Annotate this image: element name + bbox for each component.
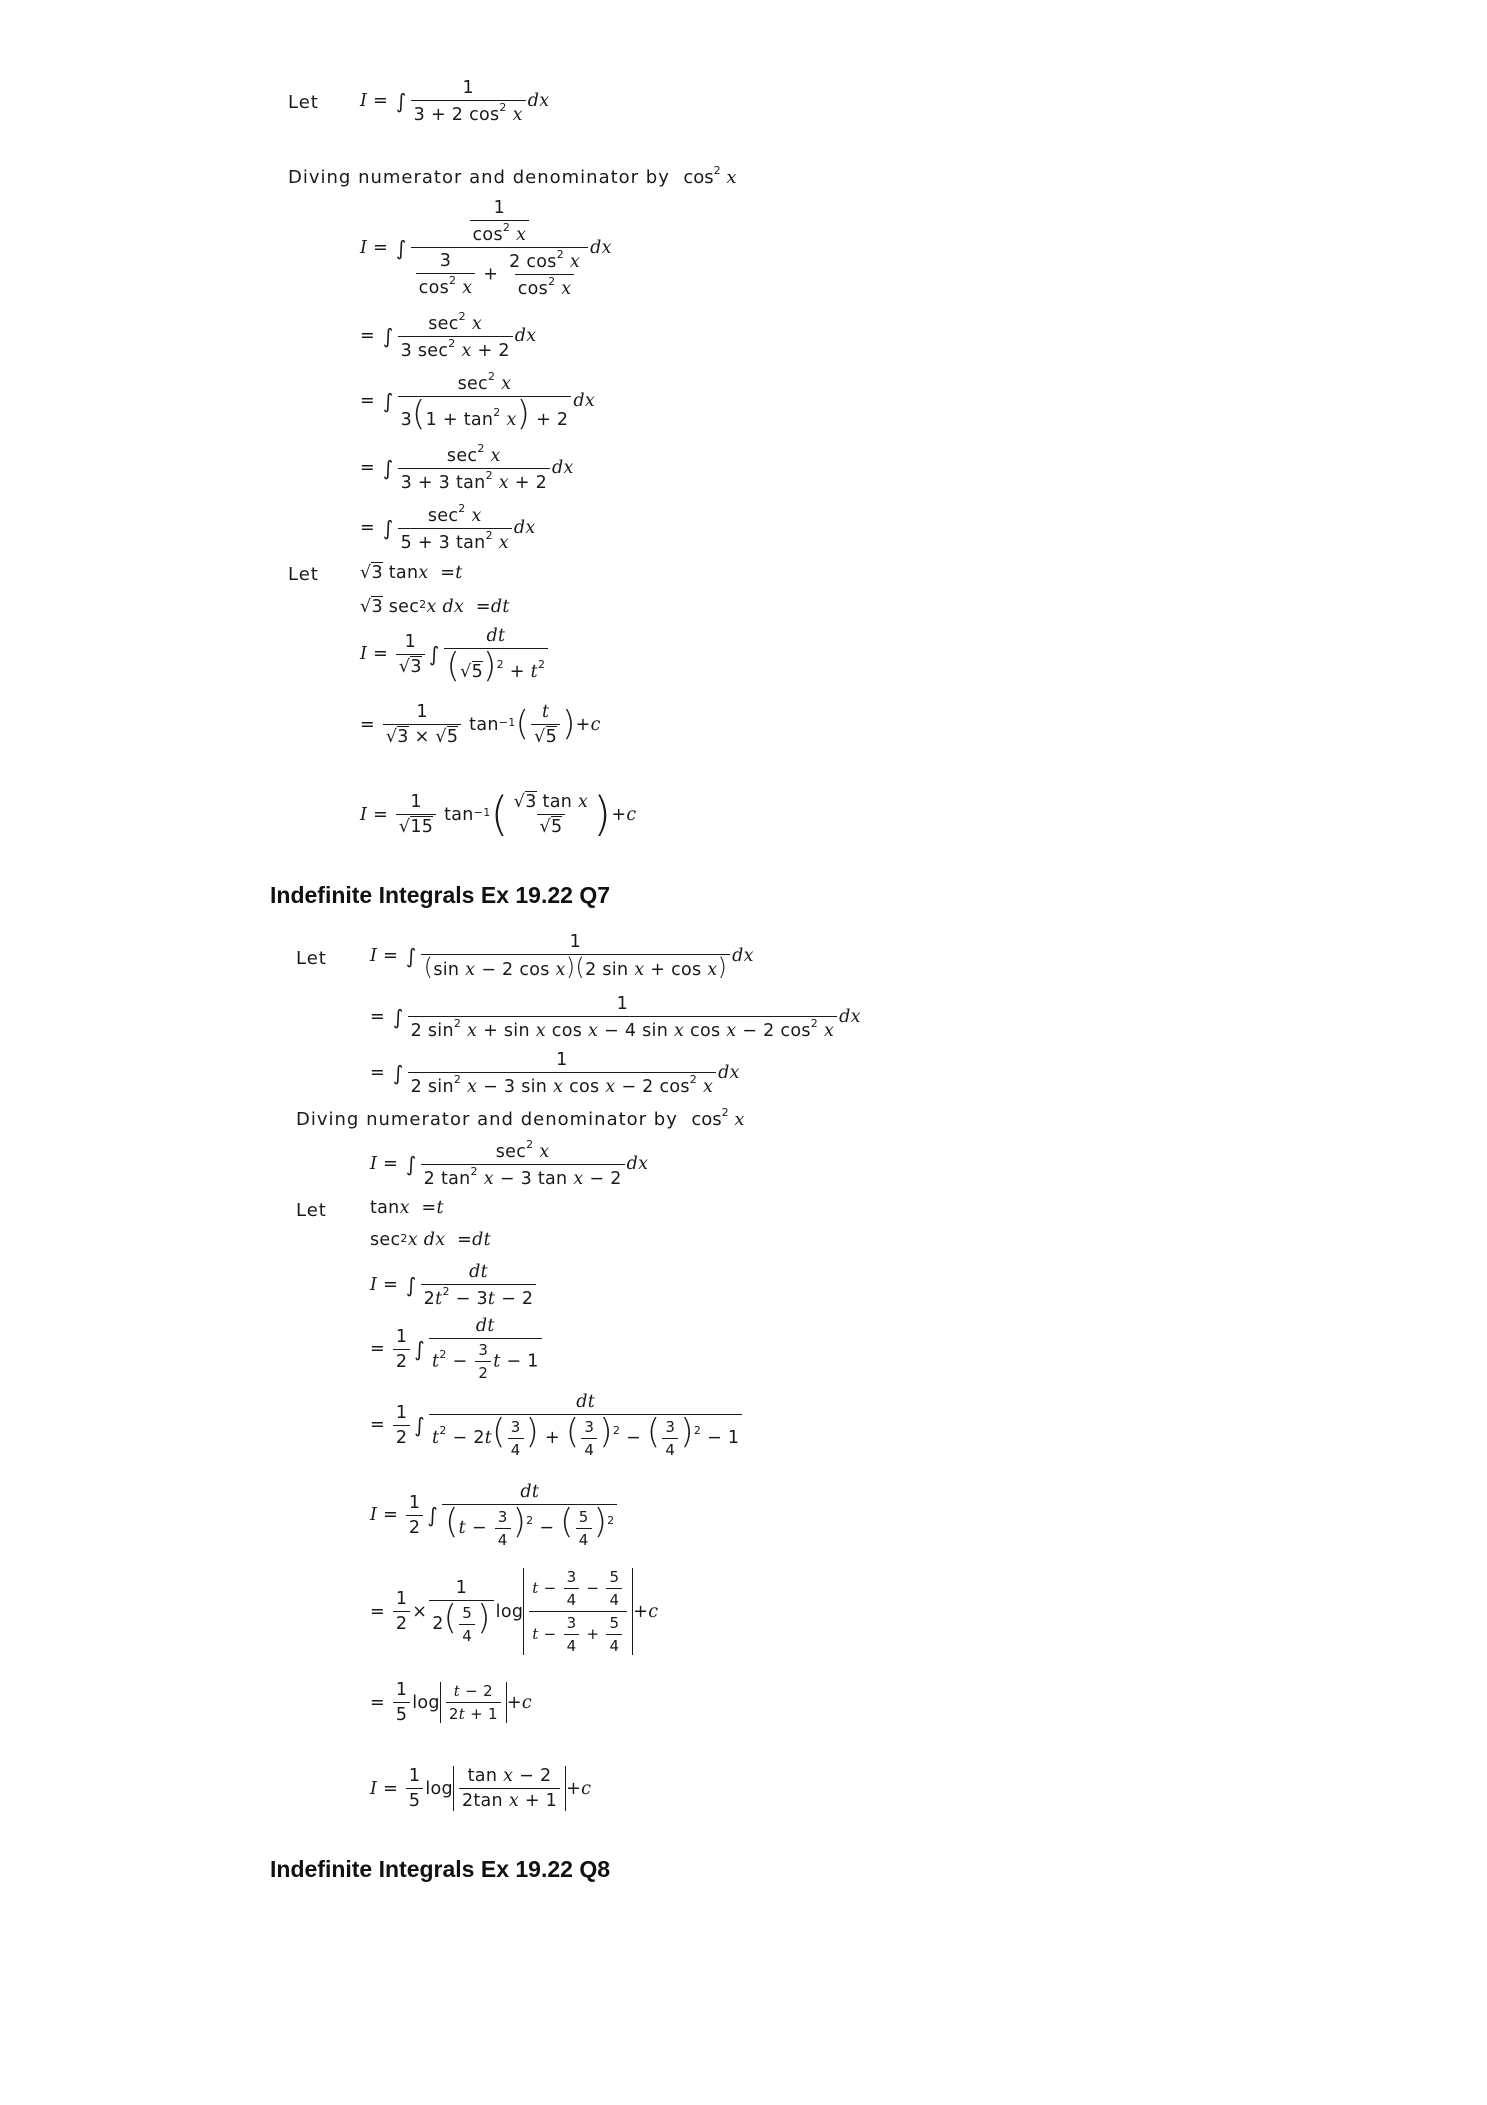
equation-q6-result: I = 1 √ 15 tan $^{-1}$ ( √ 3 tan x √ 5 ) + c <box>360 792 636 837</box>
equation-q6-step4: = ∫ $\frac{\sec^2 x}{3 + 3 \tan^2 x + 2}$ dx <box>360 442 574 493</box>
equation-q7-step1: = ∫ $\frac{1}{2 \sin^2 x + \sin x \cos x - 4 \sin x \cos x - 2 \cos^2 x}$ dx <box>370 994 861 1041</box>
equation-q7-step6: = $\frac{1}{2}$ ∫ dt $t^2 - 2t$( $\frac{3}{4}$ ) + ( $\frac{3}{4}$ )$^2$ − ( $\frac{3}{4}$ )$^2$ − 1 <box>370 1392 744 1459</box>
equation-q7-integral: I = ∫ $\frac{1}{\text{(sin x − 2 cos x)(2 sin x + cos x)}}$ dx <box>370 932 754 981</box>
equation-q6-sub1: √ 3 tan x = t <box>360 562 463 583</box>
equation-q7-step2: = ∫ $\frac{1}{2 \sin^2 x - 3 \sin x \cos x - 2 \cos^2 x}$ dx <box>370 1050 740 1097</box>
heading-q7: Indefinite Integrals Ex 19.22 Q7 <box>270 882 611 908</box>
let-label-1: Let <box>288 92 319 113</box>
equation-q6-step1: I = ∫ $\frac{1}{\cos^2 x}$ $\frac{3}{\cos^2 x}$ + $\frac{2 \cos^2 x}{\cos^2 x}$ dx <box>360 198 612 299</box>
equation-q6-integral: I = ∫ $\frac{1}{3 + 2 \cos^2 x}$ dx <box>360 78 550 125</box>
equation-q7-step9: = $\frac{1}{5}$ log $\frac{t - 2}{2t + 1}$ + c <box>370 1680 532 1725</box>
equation-q7-step4: I = ∫ $\frac{dt}{2t^2 - 3t - 2}$ <box>370 1262 538 1309</box>
diving-line-1: Diving numerator and denominator by $\cos^2 x$ <box>288 164 737 188</box>
equation-q7-step7: I = $\frac{1}{2}$ ∫ dt (t − $\frac{3}{4}$ )$^2$ − ( $\frac{5}{4}$ )$^2$ <box>370 1482 619 1549</box>
let-label-4: Let <box>296 1200 327 1221</box>
equation-q6-step3: = ∫ $\frac{\sec^2 x}{3(1 + \tan^2 x) + 2}$ dx <box>360 370 596 434</box>
equation-q7-result: I = $\frac{1}{5}$ log $\frac{\text{tan x − 2}}{\text{2tan x + 1}}$ + c <box>370 1766 592 1811</box>
equation-q7-step5: = $\frac{1}{2}$ ∫ dt $t^2$ − $\frac{3}{2}$ t − 1 <box>370 1316 544 1382</box>
equation-q7-sub1: tan x = t <box>370 1198 444 1218</box>
equation-q6-step7: = 1 √ 3 × √ 5 tan $^{-1}$ ( t √ 5 ) + c <box>360 702 601 747</box>
equation-q6-step2: = ∫ $\frac{\sec^2 x}{3 \sec^2 x + 2}$ dx <box>360 310 537 361</box>
let-label-3: Let <box>296 948 327 969</box>
equation-q7-sub2: sec $^2$ x dx = dt <box>370 1230 491 1250</box>
equation-q6-step5: = ∫ $\frac{\sec^2 x}{5 + 3 \tan^2 x}$ dx <box>360 502 536 553</box>
equation-q6-step6: I = 1 √ 3 ∫ $\frac{dt}{(√ 5)^2 + t^2}$ <box>360 626 550 682</box>
equation-q7-step8: = $\frac{1}{2}$ × 1 2( $\frac{5}{4}$ ) log t − $\frac{3}{4}$ − $\frac{5}{4}$ t − $\frac{3}{4}$ + $\frac{5}{4}$ + c <box>370 1568 659 1655</box>
equation-q7-step3: I = ∫ $\frac{\sec^2 x}{2 \tan^2 x - 3 \tan x - 2}$ dx <box>370 1138 649 1189</box>
diving-line-2: Diving numerator and denominator by $\cos^2 x$ <box>296 1106 745 1130</box>
heading-q8: Indefinite Integrals Ex 19.22 Q8 <box>270 1856 611 1882</box>
let-label-2: Let <box>288 564 319 585</box>
equation-q6-sub2: √ 3 sec $^2$ x dx = dt <box>360 596 510 617</box>
